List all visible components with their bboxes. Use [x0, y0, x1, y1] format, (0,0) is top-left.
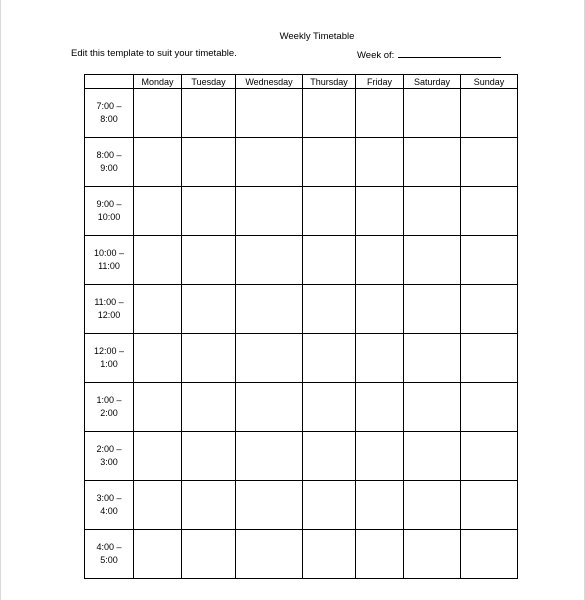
table-row — [85, 89, 518, 138]
schedule-cell-sunday[interactable] — [461, 383, 518, 432]
time-slot-end: 4:00 — [100, 506, 118, 516]
week-of-field[interactable] — [357, 48, 501, 62]
timetable-grid — [84, 74, 518, 579]
time-slot-cell — [85, 432, 134, 481]
schedule-cell-thursday[interactable] — [303, 481, 356, 530]
day-header-friday: Friday — [356, 75, 404, 89]
schedule-cell-sunday[interactable] — [461, 285, 518, 334]
time-slot-cell — [85, 383, 134, 432]
schedule-cell-friday[interactable] — [356, 285, 404, 334]
schedule-cell-wednesday[interactable] — [236, 138, 303, 187]
schedule-cell-wednesday[interactable] — [236, 481, 303, 530]
schedule-cell-wednesday[interactable] — [236, 285, 303, 334]
time-slot-end: 11:00 — [98, 261, 120, 271]
schedule-cell-saturday[interactable] — [404, 334, 461, 383]
time-slot-end: 8:00 — [100, 114, 118, 124]
table-row — [85, 530, 518, 579]
time-slot-start: 12:00 – — [93, 346, 125, 356]
schedule-cell-wednesday[interactable] — [236, 89, 303, 138]
schedule-cell-wednesday[interactable] — [236, 530, 303, 579]
schedule-cell-thursday[interactable] — [303, 89, 356, 138]
day-header-saturday: Saturday — [404, 75, 461, 89]
schedule-cell-tuesday[interactable] — [182, 530, 236, 579]
schedule-cell-monday[interactable] — [134, 187, 182, 236]
schedule-cell-wednesday[interactable] — [236, 432, 303, 481]
time-slot-start: 11:00 – — [94, 297, 124, 307]
schedule-cell-monday[interactable] — [134, 236, 182, 285]
table-row — [85, 383, 518, 432]
time-slot-end: 2:00 — [100, 408, 118, 418]
schedule-cell-tuesday[interactable] — [182, 285, 236, 334]
schedule-cell-friday[interactable] — [356, 383, 404, 432]
week-of-blank-line[interactable] — [398, 48, 501, 58]
schedule-cell-tuesday[interactable] — [182, 432, 236, 481]
schedule-cell-sunday[interactable] — [461, 334, 518, 383]
schedule-cell-wednesday[interactable] — [236, 334, 303, 383]
schedule-cell-monday[interactable] — [134, 432, 182, 481]
schedule-cell-friday[interactable] — [356, 236, 404, 285]
schedule-cell-monday[interactable] — [134, 138, 182, 187]
day-header-tuesday: Tuesday — [182, 75, 236, 89]
table-row — [85, 334, 518, 383]
time-slot-end: 3:00 — [100, 457, 118, 467]
schedule-cell-saturday[interactable] — [404, 383, 461, 432]
schedule-cell-tuesday[interactable] — [182, 334, 236, 383]
schedule-cell-friday[interactable] — [356, 432, 404, 481]
header-row — [85, 75, 518, 89]
day-header-thursday: Thursday — [303, 75, 356, 89]
time-slot-cell — [85, 138, 134, 187]
time-slot-start: 1:00 – — [96, 395, 122, 405]
schedule-cell-thursday[interactable] — [303, 432, 356, 481]
schedule-cell-thursday[interactable] — [303, 138, 356, 187]
table-row — [85, 481, 518, 530]
schedule-cell-friday[interactable] — [356, 481, 404, 530]
schedule-cell-monday[interactable] — [134, 285, 182, 334]
schedule-cell-friday[interactable] — [356, 334, 404, 383]
time-slot-end: 12:00 — [97, 310, 121, 320]
time-slot-start: 9:00 – — [96, 199, 122, 209]
schedule-cell-sunday[interactable] — [461, 432, 518, 481]
time-slot-cell — [85, 187, 134, 236]
schedule-cell-saturday[interactable] — [404, 530, 461, 579]
time-slot-start: 7:00 – — [96, 101, 122, 111]
schedule-cell-monday[interactable] — [134, 334, 182, 383]
time-slot-cell — [85, 89, 134, 138]
schedule-cell-wednesday[interactable] — [236, 236, 303, 285]
schedule-cell-tuesday[interactable] — [182, 138, 236, 187]
schedule-cell-friday[interactable] — [356, 89, 404, 138]
schedule-cell-sunday[interactable] — [461, 89, 518, 138]
schedule-cell-monday[interactable] — [134, 530, 182, 579]
schedule-cell-friday[interactable] — [356, 530, 404, 579]
time-slot-end: 5:00 — [100, 555, 118, 565]
week-of-label: Week of: — [357, 50, 395, 61]
time-slot-cell — [85, 530, 134, 579]
table-row — [85, 138, 518, 187]
schedule-cell-thursday[interactable] — [303, 187, 356, 236]
schedule-cell-tuesday[interactable] — [182, 236, 236, 285]
table-row — [85, 285, 518, 334]
schedule-cell-thursday[interactable] — [303, 285, 356, 334]
instructions-text: Edit this template to suit your timetable. — [71, 48, 237, 59]
time-slot-start: 10:00 – — [93, 248, 125, 258]
schedule-cell-monday[interactable] — [134, 481, 182, 530]
schedule-cell-thursday[interactable] — [303, 383, 356, 432]
schedule-cell-tuesday[interactable] — [182, 383, 236, 432]
schedule-cell-sunday[interactable] — [461, 187, 518, 236]
schedule-cell-thursday[interactable] — [303, 236, 356, 285]
time-slot-start: 4:00 – — [96, 542, 122, 552]
schedule-cell-tuesday[interactable] — [182, 89, 236, 138]
schedule-cell-sunday[interactable] — [461, 236, 518, 285]
schedule-cell-saturday[interactable] — [404, 89, 461, 138]
time-slot-end: 10:00 — [97, 212, 121, 222]
schedule-cell-friday[interactable] — [356, 187, 404, 236]
schedule-cell-wednesday[interactable] — [236, 383, 303, 432]
table-row — [85, 236, 518, 285]
schedule-cell-tuesday[interactable] — [182, 481, 236, 530]
time-slot-start: 3:00 – — [96, 493, 122, 503]
schedule-cell-saturday[interactable] — [404, 187, 461, 236]
schedule-cell-thursday[interactable] — [303, 530, 356, 579]
schedule-cell-saturday[interactable] — [404, 138, 461, 187]
corner-cell — [85, 75, 134, 89]
table-row — [85, 187, 518, 236]
schedule-cell-monday[interactable] — [134, 89, 182, 138]
schedule-cell-friday[interactable] — [356, 138, 404, 187]
time-slot-start: 8:00 – — [96, 150, 122, 160]
schedule-cell-wednesday[interactable] — [236, 187, 303, 236]
time-slot-cell — [85, 334, 134, 383]
time-slot-end: 1:00 — [100, 359, 118, 369]
schedule-cell-monday[interactable] — [134, 383, 182, 432]
schedule-cell-saturday[interactable] — [404, 432, 461, 481]
day-header-sunday: Sunday — [461, 75, 518, 89]
time-slot-cell — [85, 285, 134, 334]
page-title: Weekly Timetable — [279, 31, 355, 42]
time-slot-cell — [85, 236, 134, 285]
time-slot-start: 2:00 – — [96, 444, 122, 454]
schedule-cell-tuesday[interactable] — [182, 187, 236, 236]
time-slot-cell — [85, 481, 134, 530]
table-row — [85, 432, 518, 481]
schedule-cell-saturday[interactable] — [404, 236, 461, 285]
day-header-wednesday: Wednesday — [236, 75, 303, 89]
schedule-cell-saturday[interactable] — [404, 481, 461, 530]
schedule-cell-sunday[interactable] — [461, 481, 518, 530]
schedule-cell-sunday[interactable] — [461, 530, 518, 579]
time-slot-end: 9:00 — [100, 163, 118, 173]
page-border-left — [0, 0, 1, 600]
schedule-cell-sunday[interactable] — [461, 138, 518, 187]
schedule-cell-thursday[interactable] — [303, 334, 356, 383]
schedule-cell-saturday[interactable] — [404, 285, 461, 334]
day-header-monday: Monday — [134, 75, 182, 89]
